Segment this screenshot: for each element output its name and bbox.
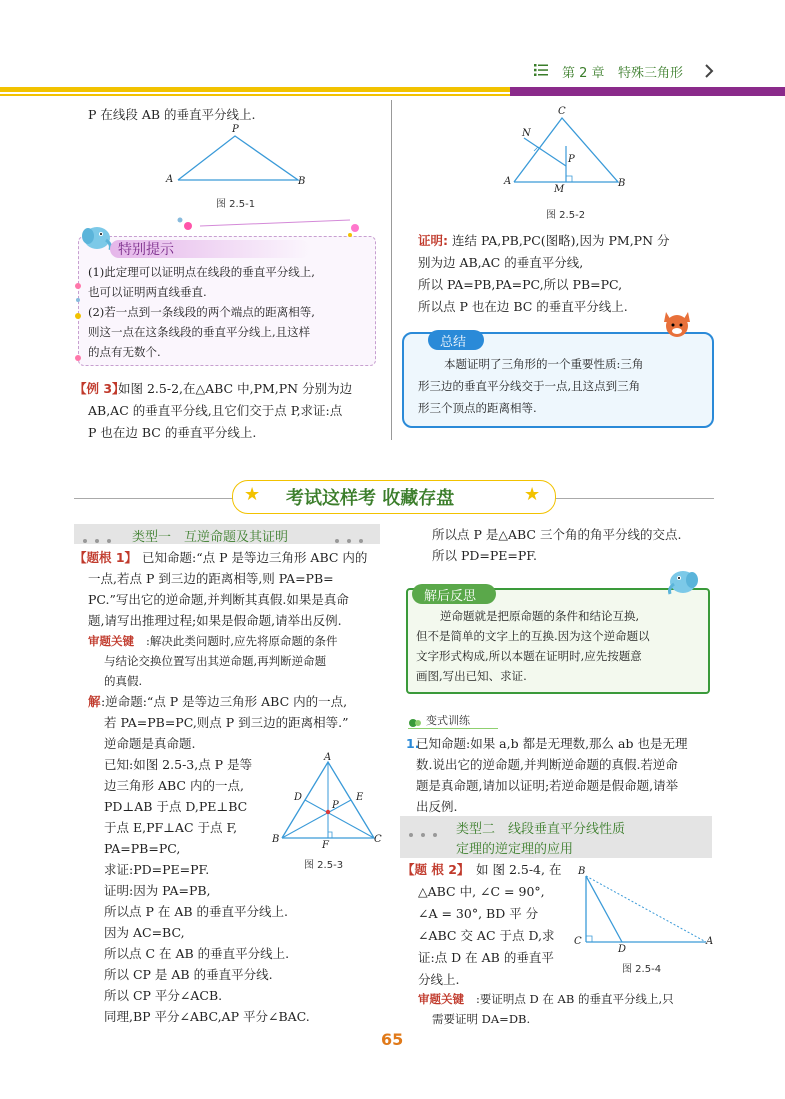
example3-tag: 【例 3】 (74, 381, 125, 396)
example3-line-1: 如图 2.5-2,在△ABC 中,PM,PN 分别为边 (118, 381, 353, 396)
fig2-caption: 图 2.5-2 (546, 210, 586, 221)
elephant-mascot-icon (80, 222, 114, 252)
proof-line-4: 所以点 P 也在边 BC 的垂直平分线上. (418, 299, 628, 314)
column-divider (391, 100, 392, 440)
q1-sol-line-2: 若 PA=PB=PC,则点 P 到三边的距离相等.” (104, 715, 349, 730)
summary-title: 总结 (440, 335, 467, 350)
list-icon[interactable] (534, 64, 548, 76)
fig4-label-a: A (706, 936, 714, 947)
q1-sol-line-6: PD⊥AB 于点 D,PE⊥BC (104, 799, 248, 814)
proof-line-3: 所以 PA=PB,PA=PC,所以 PB=PC, (418, 277, 623, 292)
q1-sol-line-5: 边三角形 ABC 内的一点, (104, 778, 244, 793)
right-mid-line-1: 所以点 P 是△ABC 三个角的角平分线的交点. (432, 527, 682, 542)
reflection-line-4: 画图,写出已知、求证. (416, 669, 527, 683)
summary-line-3: 形三个顶点的距离相等. (418, 401, 537, 415)
tip-line-5: 的点有无数个. (88, 345, 161, 359)
q1-sol-line-1: :逆命题:“点 P 是等边三角形 ABC 内的一点, (101, 694, 348, 709)
q2-line-2: △ABC 中, ∠C = 90°, (418, 884, 545, 899)
proof-line-1: 连结 PA,PB,PC(图略),因为 PM,PN 分 (452, 233, 670, 248)
q1-sol-tag: 解 (88, 694, 101, 709)
chapter-title: 特殊三角形 (618, 66, 684, 81)
example3-line-3: P 也在边 BC 的垂直平分线上. (88, 425, 257, 440)
fig4-label-d: D (618, 944, 627, 955)
q1-sol-line-12: 因为 AC=BC, (104, 925, 185, 940)
reflection-line-2: 但不是简单的文字上的互换.因为这个逆命题以 (416, 629, 650, 643)
q1-key-tag: 审题关键 (88, 634, 134, 648)
tip-title: 特别提示 (118, 242, 174, 258)
fig1-label-p: P (232, 124, 239, 135)
type2-title-line1: 类型二 线段垂直平分线性质 (456, 822, 626, 837)
practice-line-4: 出反例. (416, 799, 458, 814)
fig2-label-p: P (568, 154, 575, 165)
tip-line-2: 也可以证明两直线垂直. (88, 285, 207, 299)
q2-line-1: 如 图 2.5-4, 在 (476, 862, 562, 877)
reflection-line-3: 文字形式构成,所以本题在证明时,应先按题意 (416, 649, 642, 663)
fig3-label-b: B (272, 834, 280, 845)
fig2-label-c: C (558, 106, 566, 117)
reflection-mascot-icon (666, 566, 700, 596)
q1-sol-line-14: 所以 CP 是 AB 的垂直平分线. (104, 967, 273, 982)
fig2-label-b: B (618, 178, 626, 189)
practice-line-2: 数.说出它的逆命题,并判断逆命题的真假.若逆命 (416, 757, 678, 772)
q1-sol-line-9: 求证:PD=PE=PF. (104, 862, 210, 877)
chapter-label: 第 2 章 (562, 66, 605, 81)
fig2-label-m: M (554, 184, 565, 195)
q1-key-line-2: 与结论交换位置写出其逆命题,再判断逆命题 (104, 654, 327, 668)
q2-line-4: ∠ABC 交 AC 于点 D,求 (418, 928, 555, 943)
q1-sol-line-16: 同理,BP 平分∠ABC,AP 平分∠BAC. (104, 1009, 310, 1024)
fox-mascot-icon (660, 304, 694, 338)
fig2-label-a: A (504, 176, 512, 187)
header-bar-yellow (0, 87, 510, 92)
header-bar-purple (510, 87, 785, 96)
q2-tag: 【题 根 2】 (402, 862, 470, 877)
type2-title-line2: 定理的逆定理的应用 (456, 842, 574, 857)
proof-tag: 证明: (418, 233, 448, 248)
q2-line-3: ∠A = 30°, BD 平 分 (418, 906, 539, 921)
fig3-label-a: A (324, 752, 332, 763)
continued-text: P 在线段 AB 的垂直平分线上. (88, 107, 256, 122)
fig1-caption: 图 2.5-1 (216, 199, 256, 210)
fig3-label-e: E (356, 792, 364, 803)
q1-sol-line-15: 所以 CP 平分∠ACB. (104, 988, 223, 1003)
banner-star-right: ★ (524, 484, 541, 505)
q1-line-2: 一点,若点 P 到三边的距离相等,则 PA=PB= (88, 571, 334, 586)
q1-sol-line-10: 证明:因为 PA=PB, (104, 883, 211, 898)
q1-line-3: PC.”写出它的逆命题,并判断其真假.如果是真命 (88, 592, 349, 607)
q2-key-line-2: 需要证明 DA=DB. (432, 1012, 531, 1026)
fig4-label-b: B (578, 866, 586, 877)
page-number: 65 (381, 1030, 404, 1049)
practice-underline (408, 728, 498, 729)
q2-key-line-1: :要证明点 D 在 AB 的垂直平分线上,只 (476, 992, 674, 1006)
q2-line-6: 分线上. (418, 972, 460, 987)
header-bar-yellow-thin (0, 94, 510, 96)
reflection-title: 解后反思 (424, 589, 477, 604)
tip-deco-dots (150, 210, 380, 240)
tip-line-1: (1)此定理可以证明点在线段的垂直平分线上, (88, 265, 315, 279)
figure-2-5-3 (268, 752, 388, 852)
banner-star-left: ★ (244, 484, 261, 505)
right-mid-line-2: 所以 PD=PE=PF. (432, 548, 537, 563)
q1-key-line-1: :解决此类问题时,应先将原命题的条件 (146, 634, 338, 648)
q2-line-5: 证:点 D 在 AB 的垂直平 (418, 950, 554, 965)
chevron-right-icon[interactable] (704, 64, 714, 81)
type1-dots-right (334, 532, 374, 547)
fig4-caption: 图 2.5-4 (622, 964, 662, 975)
fig1-label-a: A (166, 174, 174, 185)
figure-2-5-2 (498, 104, 638, 196)
fig3-label-d: D (294, 792, 303, 803)
type1-title: 类型一 互逆命题及其证明 (132, 530, 289, 545)
fig3-label-p: P (332, 800, 339, 811)
example3-line-2: AB,AC 的垂直平分线,且它们交于点 P,求证:点 (88, 403, 343, 418)
q1-sol-line-13: 所以点 C 在 AB 的垂直平分线上. (104, 946, 290, 961)
fig3-label-f: F (322, 840, 329, 851)
figure-2-5-4 (572, 866, 716, 956)
q2-key-tag: 审题关键 (418, 992, 464, 1006)
practice-line-3: 题是真命题,请加以证明;若逆命题是假命题,请举 (416, 778, 679, 793)
summary-line-1: 本题证明了三角形的一个重要性质:三角 (444, 357, 644, 371)
tip-side-dots (74, 280, 84, 370)
summary-line-2: 形三边的垂直平分线交于一点,且这点到三角 (418, 379, 641, 393)
fig1-label-b: B (298, 176, 306, 187)
q1-line-4: 题,请写出推理过程;如果是假命题,请举出反例. (88, 613, 342, 628)
q1-line-1: 已知命题:“点 P 是等边三角形 ABC 内的 (142, 550, 368, 565)
fig2-label-n: N (522, 128, 531, 139)
q1-sol-line-8: PA=PB=PC, (104, 841, 181, 856)
practice-num: 1. (406, 736, 420, 751)
q1-sol-line-11: 所以点 P 在 AB 的垂直平分线上. (104, 904, 288, 919)
practice-title: 变式训练 (426, 714, 470, 727)
practice-line-1: 已知命题:如果 a,b 都是无理数,那么 ab 也是无理 (416, 736, 688, 751)
fig3-label-c: C (374, 834, 382, 845)
type2-dots (408, 826, 448, 841)
proof-line-2: 别为边 AB,AC 的垂直平分线, (418, 255, 584, 270)
fig3-caption: 图 2.5-3 (304, 860, 344, 871)
type1-dots-left (82, 532, 122, 547)
fig4-label-c: C (574, 936, 582, 947)
reflection-line-1: 逆命题就是把原命题的条件和结论互换, (440, 609, 640, 623)
q1-sol-line-3: 逆命题是真命题. (104, 736, 196, 751)
q1-sol-line-4: 已知:如图 2.5-3,点 P 是等 (104, 757, 253, 772)
tip-line-3: (2)若一点到一条线段的两个端点的距离相等, (88, 305, 315, 319)
tip-line-4: 则这一点在这条线段的垂直平分线上,且这样 (88, 325, 311, 339)
q1-tag: 【题根 1】 (74, 550, 138, 565)
q1-sol-line-7: 于点 E,PF⊥AC 于点 F, (104, 820, 238, 835)
q1-key-line-3: 的真假. (104, 674, 143, 688)
banner-title: 考试这样考 收藏存盘 (286, 488, 455, 509)
figure-2-5-1 (160, 124, 310, 194)
